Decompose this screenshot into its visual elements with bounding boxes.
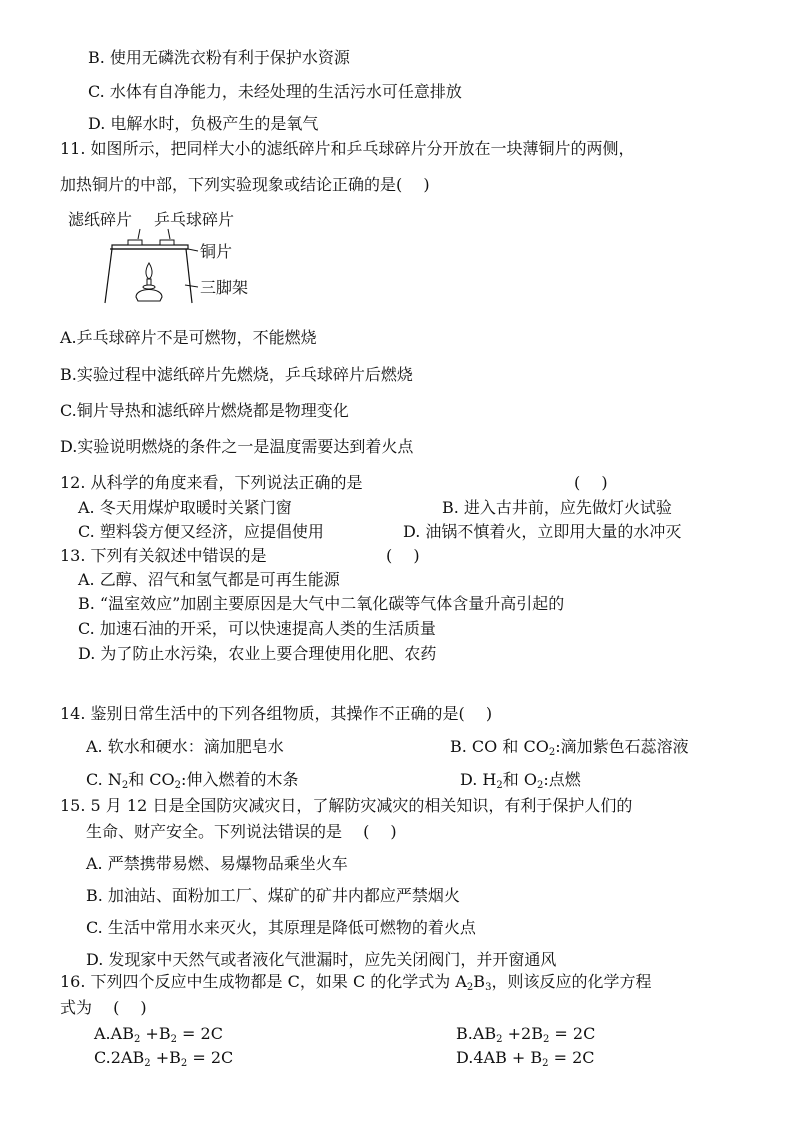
q13-answer-bracket: ( ) (386, 546, 420, 565)
copper-plate-shape (112, 245, 188, 249)
leader-line-filter (138, 229, 140, 239)
tripod-leg-right (186, 249, 192, 303)
filter-paper-piece (128, 240, 142, 245)
q16-option-d: $D.4AB + B_2 = 2C$ (456, 1048, 595, 1069)
figure-label-tripod: 三脚架 (200, 278, 249, 297)
leader-line-copper (188, 249, 198, 251)
q12-option-d: D. 油锅不慎着火，立即用大量的水冲灭 (403, 522, 682, 541)
experiment-figure (60, 205, 280, 310)
leader-line-pingpong (168, 229, 170, 239)
q12-option-a: A. 冬天用煤炉取暖时关紧门窗 (78, 498, 292, 517)
q11-stem-line1: 11. 如图所示，把同样大小的滤纸碎片和乒乓球碎片分开放在一块薄铜片的两侧， (60, 139, 635, 158)
q15-option-c: C. 生活中常用水来灭火，其原理是降低可燃物的着火点 (86, 918, 476, 937)
tripod-leg-left (105, 249, 112, 303)
q15-option-a: A. 严禁携带易燃、易爆物品乘坐火车 (86, 854, 348, 873)
q13-option-c: C. 加速石油的开采，可以快速提高人类的生活质量 (78, 619, 436, 638)
q10-option-c: C. 水体有自净能力，未经处理的生活污水可任意排放 (88, 82, 462, 101)
lamp-wick (147, 279, 151, 285)
q14-option-d: D. $H_2$和 $O_2$:点燃 (460, 770, 581, 791)
q16-stem-line2: 式为 ( ) (60, 998, 147, 1017)
q13-option-d: D. 为了防止水污染，农业上要合理使用化肥、农药 (78, 644, 437, 663)
q16-option-c: $C.2AB_2 +B_2 = 2C$ (94, 1048, 234, 1069)
q10-option-d: D. 电解水时，负极产生的是氧气 (88, 114, 319, 133)
figure-label-pingpong: 乒乓球碎片 (154, 210, 235, 229)
q15-option-b: B. 加油站、面粉加工厂、煤矿的矿井内都应严禁烟火 (86, 886, 460, 905)
q14-stem: 14. 鉴别日常生活中的下列各组物质，其操作不正确的是( ) (60, 704, 493, 723)
figure-label-filter-paper: 滤纸碎片 (68, 210, 133, 229)
q11-option-d: D.实验说明燃烧的条件之一是温度需要达到着火点 (60, 437, 414, 456)
q11-option-b: B.实验过程中滤纸碎片先燃烧，乒乓球碎片后燃烧 (60, 365, 413, 384)
q13-stem: 13. 下列有关叙述中错误的是 (60, 546, 267, 565)
q15-stem-line2: 生命、财产安全。下列说法错误的是 ( ) (86, 822, 397, 841)
q12-answer-bracket: ( ) (574, 473, 608, 492)
q11-stem-line2: 加热铜片的中部，下列实验现象或结论正确的是( ) (60, 175, 430, 194)
q14-option-c: C. $N_2$和 $CO_2$:伸入燃着的木条 (86, 770, 299, 791)
q13-option-b: B. “温室效应”加剧主要原因是大气中二氧化碳等气体含量升高引起的 (78, 594, 565, 613)
q14-option-a: A. 软水和硬水：滴加肥皂水 (86, 737, 284, 756)
q10-option-b: B. 使用无磷洗衣粉有利于保护水资源 (88, 48, 350, 67)
q11-option-a: A.乒乓球碎片不是可燃物，不能燃烧 (60, 328, 317, 347)
q12-option-b: B. 进入古井前，应先做灯火试验 (442, 498, 672, 517)
pingpong-piece (160, 240, 174, 245)
flame-icon (146, 263, 152, 279)
q16-option-a: $A.AB_2 +B_2 = 2C$ (94, 1024, 223, 1045)
q14-option-b: B. CO 和 $CO_2$:滴加紫色石蕊溶液 (450, 737, 689, 758)
q16-stem-line1: 16. 下列四个反应中生成物都是 C，如果 C 的化学式为 $A_2B_3$，则该反应的化学方程 (60, 972, 652, 993)
q15-stem-line1: 15. 5 月 12 日是全国防灾减灾日，了解防灾减灾的相关知识，有利于保护人们的 (60, 796, 633, 815)
q11-option-c: C.铜片导热和滤纸碎片燃烧都是物理变化 (60, 401, 349, 420)
alcohol-lamp-icon (136, 290, 162, 302)
figure-label-copper: 铜片 (200, 242, 233, 261)
q12-option-c: C. 塑料袋方便又经济，应提倡使用 (78, 522, 324, 541)
q16-option-b: $B.AB_2 +2B_2 = 2C$ (456, 1024, 596, 1045)
q13-option-a: A. 乙醇、沼气和氢气都是可再生能源 (78, 570, 340, 589)
q12-stem: 12. 从科学的角度来看，下列说法正确的是 (60, 473, 363, 492)
leader-line-tripod (185, 285, 198, 287)
q15-option-d: D. 发现家中天然气或者液化气泄漏时，应先关闭阀门，并开窗通风 (86, 950, 557, 969)
